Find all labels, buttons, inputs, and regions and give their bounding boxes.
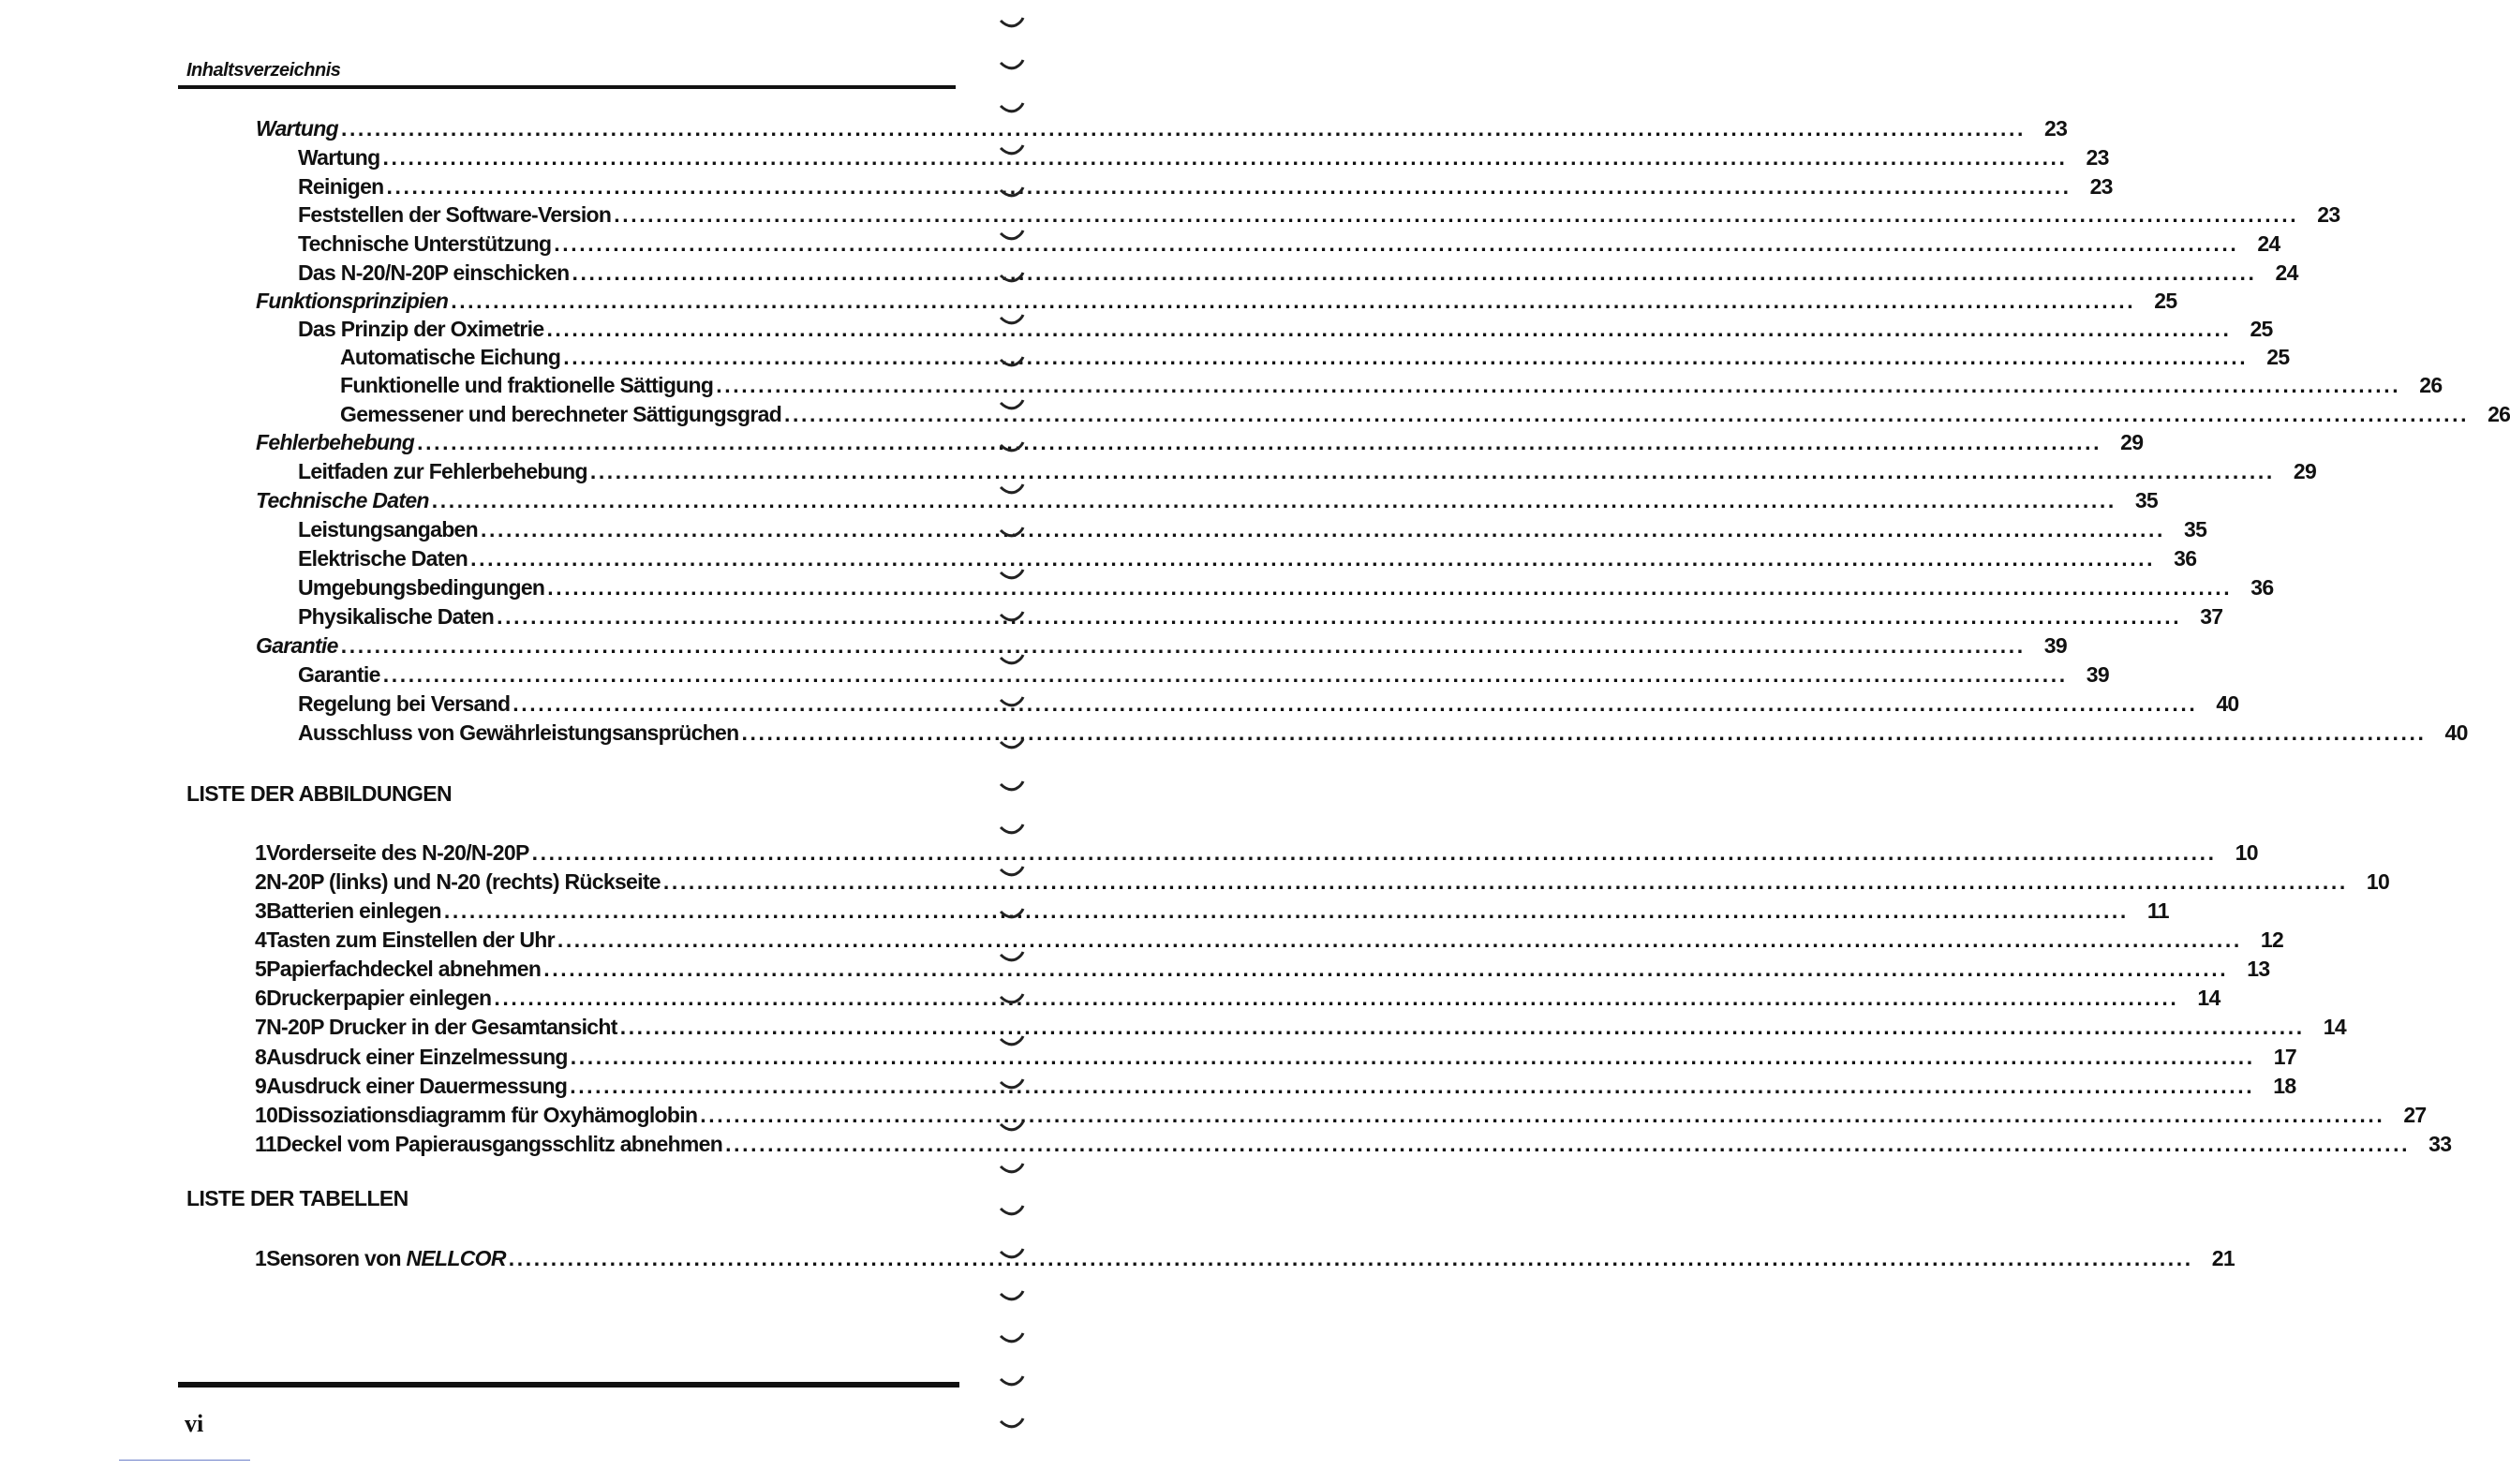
binding-mark-icon [999, 59, 1025, 72]
figure-entry[interactable] [255, 1013, 2346, 1042]
toc-entry-page: 36 [2250, 575, 2274, 600]
toc-entry-page: 37 [2200, 604, 2223, 629]
toc-entry-label: Funktionelle und fraktionelle Sättigung [340, 373, 714, 397]
binding-mark-icon [999, 696, 1025, 709]
toc-entry[interactable] [340, 371, 2443, 400]
figure-number: 3 [255, 898, 267, 923]
figure-title: Ausdruck einer Einzelmessung [266, 1045, 568, 1069]
figure-number: 11 [255, 1132, 276, 1156]
toc-entry[interactable] [298, 143, 2109, 172]
figure-page: 11 [2146, 898, 2169, 923]
dot-leader: ........................................................................................................................................................................................................ [570, 1045, 2255, 1069]
figure-title: Dissoziationsdiagramm für Oxyhämoglobin [277, 1103, 698, 1127]
binding-mark-icon [999, 144, 1025, 157]
dot-leader: ........................................................................................................................................................................................................ [557, 928, 2242, 952]
header-rule [178, 85, 956, 89]
dot-leader: ........................................................................................................................................................................................................ [508, 1246, 2193, 1270]
figure-entry[interactable] [255, 838, 2258, 868]
toc-entry-page: 24 [2275, 260, 2298, 285]
figure-number: 7 [255, 1015, 267, 1039]
binding-mark-icon [999, 993, 1025, 1006]
figure-page: 33 [2428, 1132, 2452, 1156]
dot-leader: ........................................................................................................................................................................................................ [547, 575, 2233, 600]
dot-leader: ........................................................................................................................................................................................................ [614, 202, 2299, 227]
binding-mark-icon [999, 1290, 1025, 1303]
toc-entry-page: 29 [2293, 459, 2317, 483]
figure-number: 6 [255, 986, 267, 1010]
toc-entry-page: 23 [2089, 174, 2113, 199]
running-header: Inhaltsverzeichnis [186, 60, 341, 81]
toc-entry-label: Wartung [256, 116, 338, 141]
footer-rule [178, 1382, 959, 1388]
toc-entry[interactable] [298, 690, 2239, 719]
toc-entry-label: Reinigen [298, 174, 384, 199]
toc-entry-label: Fehlerbehebung [256, 430, 415, 454]
toc-entry-page: 23 [2086, 145, 2109, 170]
toc-entry[interactable] [256, 631, 2067, 660]
toc-entry-label: Das N-20/N-20P einschicken [298, 260, 570, 285]
toc-entry-page: 29 [2120, 430, 2144, 454]
dot-leader: ........................................................................................................................................................................................................ [481, 517, 2166, 542]
figure-entry[interactable] [255, 955, 2270, 984]
dot-leader: ........................................................................................................................................................................................................ [494, 986, 2179, 1010]
toc-entry-page: 24 [2257, 231, 2280, 256]
toc-entry-page: 25 [2266, 345, 2290, 369]
toc-entry-label: Technische Daten [256, 488, 429, 512]
dot-leader: ........................................................................................................................................................................................................ [531, 840, 2217, 865]
toc-entry-page: 25 [2154, 289, 2177, 313]
figure-entry[interactable] [255, 1130, 2452, 1159]
dot-leader: ........................................................................................................................................................................................................ [741, 720, 2427, 745]
dot-leader: ........................................................................................................................................................................................................ [589, 459, 2275, 483]
binding-mark-icon [999, 1120, 1025, 1134]
binding-mark-icon [999, 654, 1025, 667]
dot-leader: ........................................................................................................................................................................................................ [563, 345, 2249, 369]
dot-leader: ........................................................................................................................................................................................................ [451, 289, 2136, 313]
table-title-brand: NELLCOR [406, 1246, 506, 1270]
figure-page: 10 [2235, 840, 2258, 865]
toc-entry-page: 25 [2250, 317, 2273, 341]
figure-page: 17 [2273, 1045, 2296, 1069]
toc-entry[interactable] [256, 114, 2068, 143]
toc-entry[interactable] [298, 719, 2468, 748]
binding-mark-icon [999, 441, 1025, 454]
toc-entry[interactable] [298, 259, 2298, 288]
dot-leader: ........................................................................................................................................................................................................ [386, 174, 2072, 199]
toc-entry-label: Ausschluss von Gewährleistungsansprüchen [298, 720, 739, 745]
binding-mark-icon [999, 314, 1025, 327]
toc-entry[interactable] [298, 457, 2317, 486]
toc-entry[interactable] [298, 573, 2274, 602]
dot-leader: ........................................................................................................................................................................................................ [417, 430, 2102, 454]
dot-leader: ........................................................................................................................................................................................................ [700, 1103, 2385, 1127]
table-title-prefix: Sensoren von [266, 1246, 407, 1270]
dot-leader: ........................................................................................................................................................................................................ [497, 604, 2182, 629]
dot-leader: ........................................................................................................................................................................................................ [512, 691, 2198, 716]
figure-title: N-20P (links) und N-20 (rechts) Rückseite [266, 869, 661, 894]
toc-entry[interactable] [298, 230, 2280, 259]
dot-leader: ........................................................................................................................................................................................................ [543, 957, 2229, 981]
binding-mark-icon [999, 483, 1025, 497]
figure-number: 4 [255, 928, 267, 952]
figure-number: 10 [255, 1103, 278, 1127]
table-entry[interactable] [255, 1244, 2235, 1273]
dot-leader: ........................................................................................................................................................................................................ [546, 317, 2232, 341]
toc-entry-label: Elektrische Daten [298, 546, 468, 571]
dot-leader: ........................................................................................................................................................................................................ [382, 145, 2068, 170]
binding-mark-icon [999, 1163, 1025, 1176]
toc-entry-label: Regelung bei Versand [298, 691, 511, 716]
toc-entry-label: Physikalische Daten [298, 604, 495, 629]
toc-entry[interactable] [298, 660, 2109, 690]
binding-mark-icon [999, 569, 1025, 582]
dot-leader: ........................................................................................................................................................................................................ [570, 1074, 2255, 1098]
dot-leader: ........................................................................................................................................................................................................ [662, 869, 2348, 894]
figure-page: 13 [2247, 957, 2270, 981]
dot-leader: ........................................................................................................................................................................................................ [340, 633, 2026, 658]
toc-entry-page: 26 [2419, 373, 2443, 397]
binding-mark-icon [999, 1078, 1025, 1091]
toc-entry-label: Gemessener und berechneter Sättigungsgrad [340, 402, 782, 426]
figure-page: 14 [2323, 1015, 2346, 1039]
table-number: 1 [255, 1246, 267, 1270]
figure-title: Papierfachdeckel abnehmen [266, 957, 542, 981]
dot-leader: ........................................................................................................................................................................................................ [431, 488, 2116, 512]
toc-entry-label: Garantie [298, 662, 380, 687]
figure-number: 5 [255, 957, 267, 981]
binding-mark-icon [999, 1035, 1025, 1048]
toc-entry-page: 35 [2184, 517, 2207, 542]
toc-entry-label: Funktionsprinzipien [256, 289, 449, 313]
figure-entry[interactable] [255, 1043, 2296, 1072]
figure-entry[interactable] [255, 897, 2169, 926]
toc-entry-page: 23 [2317, 202, 2340, 227]
toc-entry-label: Garantie [256, 633, 338, 658]
dot-leader: ........................................................................................................................................................................................................ [784, 402, 2470, 426]
binding-mark-icon [999, 738, 1025, 751]
toc-entry-page: 39 [2043, 633, 2067, 658]
figure-number: 1 [255, 840, 267, 865]
binding-mark-icon [999, 356, 1025, 369]
link-underline [119, 1460, 250, 1461]
figure-page: 12 [2260, 928, 2284, 952]
toc-entry-page: 23 [2043, 116, 2068, 141]
figure-entry[interactable] [255, 1072, 2296, 1101]
toc-entry[interactable] [298, 544, 2197, 573]
toc-entry-label: Technische Unterstützung [298, 231, 552, 256]
binding-mark-icon [999, 230, 1025, 243]
table-page: 21 [2211, 1246, 2235, 1270]
binding-mark-icon [999, 908, 1025, 921]
binding-mark-icon [999, 824, 1025, 837]
binding-mark-icon [999, 866, 1025, 879]
figure-title: Ausdruck einer Dauermessung [266, 1074, 568, 1098]
binding-mark-icon [999, 1248, 1025, 1261]
dot-leader: ........................................................................................................................................................................................................ [619, 1015, 2305, 1039]
figures-heading: LISTE DER ABBILDUNGEN [186, 781, 452, 806]
dot-leader: ........................................................................................................................................................................................................ [443, 898, 2129, 923]
toc-entry-label: Wartung [298, 145, 380, 170]
toc-entry[interactable] [256, 486, 2159, 515]
figure-entry[interactable] [255, 926, 2284, 955]
figure-entry[interactable] [255, 868, 2390, 897]
toc-entry-label: Leitfaden zur Fehlerbehebung [298, 459, 587, 483]
toc-entry-label: Automatische Eichung [340, 345, 561, 369]
figure-page: 18 [2273, 1074, 2296, 1098]
dot-leader: ........................................................................................................................................................................................................ [470, 546, 2156, 571]
binding-mark-icon [999, 17, 1025, 30]
dot-leader: ........................................................................................................................................................................................................ [340, 116, 2026, 141]
toc-entry-page: 36 [2174, 546, 2197, 571]
toc-entry[interactable] [298, 172, 2113, 201]
toc-entry[interactable] [340, 343, 2290, 372]
toc-entry[interactable] [298, 602, 2223, 631]
figure-number: 9 [255, 1074, 267, 1098]
toc-entry-label: Leistungsangaben [298, 517, 478, 542]
figure-title: Druckerpapier einlegen [266, 986, 492, 1010]
binding-mark-icon [999, 611, 1025, 624]
figure-title: Tasten zum Einstellen der Uhr [266, 928, 555, 952]
toc-entry-page: 40 [2444, 720, 2468, 745]
binding-mark-icon [999, 1205, 1025, 1218]
toc-entry[interactable] [340, 400, 2510, 429]
binding-mark-icon [999, 272, 1025, 285]
figure-entry[interactable] [255, 1101, 2427, 1130]
toc-entry[interactable] [298, 515, 2207, 544]
page-number: vi [185, 1410, 204, 1437]
toc-entry-page: 35 [2134, 488, 2159, 512]
binding-mark-icon [999, 1332, 1025, 1345]
dot-leader: ........................................................................................................................................................................................................ [725, 1132, 2411, 1156]
dot-leader: ........................................................................................................................................................................................................ [716, 373, 2401, 397]
binding-mark-icon [999, 527, 1025, 540]
figure-page: 14 [2197, 986, 2220, 1010]
toc-entry[interactable] [298, 315, 2273, 344]
toc-entry[interactable] [256, 287, 2177, 316]
binding-mark-icon [999, 1375, 1025, 1388]
binding-mark-icon [999, 951, 1025, 964]
toc-entry-page: 39 [2086, 662, 2109, 687]
figure-number: 2 [255, 869, 267, 894]
figure-title: Batterien einlegen [266, 898, 441, 923]
toc-entry-page: 40 [2216, 691, 2239, 716]
toc-entry-label: Das Prinzip der Oximetrie [298, 317, 544, 341]
binding-mark-icon [999, 1417, 1025, 1431]
binding-mark-icon [999, 186, 1025, 200]
dot-leader: ........................................................................................................................................................................................................ [572, 260, 2257, 285]
figure-page: 27 [2403, 1103, 2427, 1127]
toc-entry-label: Feststellen der Software-Version [298, 202, 612, 227]
binding-mark-icon [999, 102, 1025, 115]
toc-entry[interactable] [256, 428, 2144, 457]
toc-entry-page: 26 [2488, 402, 2510, 426]
dot-leader: ........................................................................................................................................................................................................ [554, 231, 2239, 256]
tables-heading: LISTE DER TABELLEN [186, 1186, 408, 1210]
figure-title: Deckel vom Papierausgangsschlitz abnehmen [275, 1132, 723, 1156]
binding-mark-icon [999, 780, 1025, 794]
toc-entry[interactable] [298, 200, 2340, 230]
figure-title: N-20P Drucker in der Gesamtansicht [266, 1015, 617, 1039]
figure-page: 10 [2366, 869, 2390, 894]
toc-entry-label: Umgebungsbedingungen [298, 575, 545, 600]
table-title [266, 1244, 506, 1273]
dot-leader: ........................................................................................................................................................................................................ [382, 662, 2068, 687]
figure-entry[interactable] [255, 984, 2220, 1013]
figure-title: Vorderseite des N-20/N-20P [266, 840, 529, 865]
binding-mark-icon [999, 399, 1025, 412]
figure-number: 8 [255, 1045, 267, 1069]
